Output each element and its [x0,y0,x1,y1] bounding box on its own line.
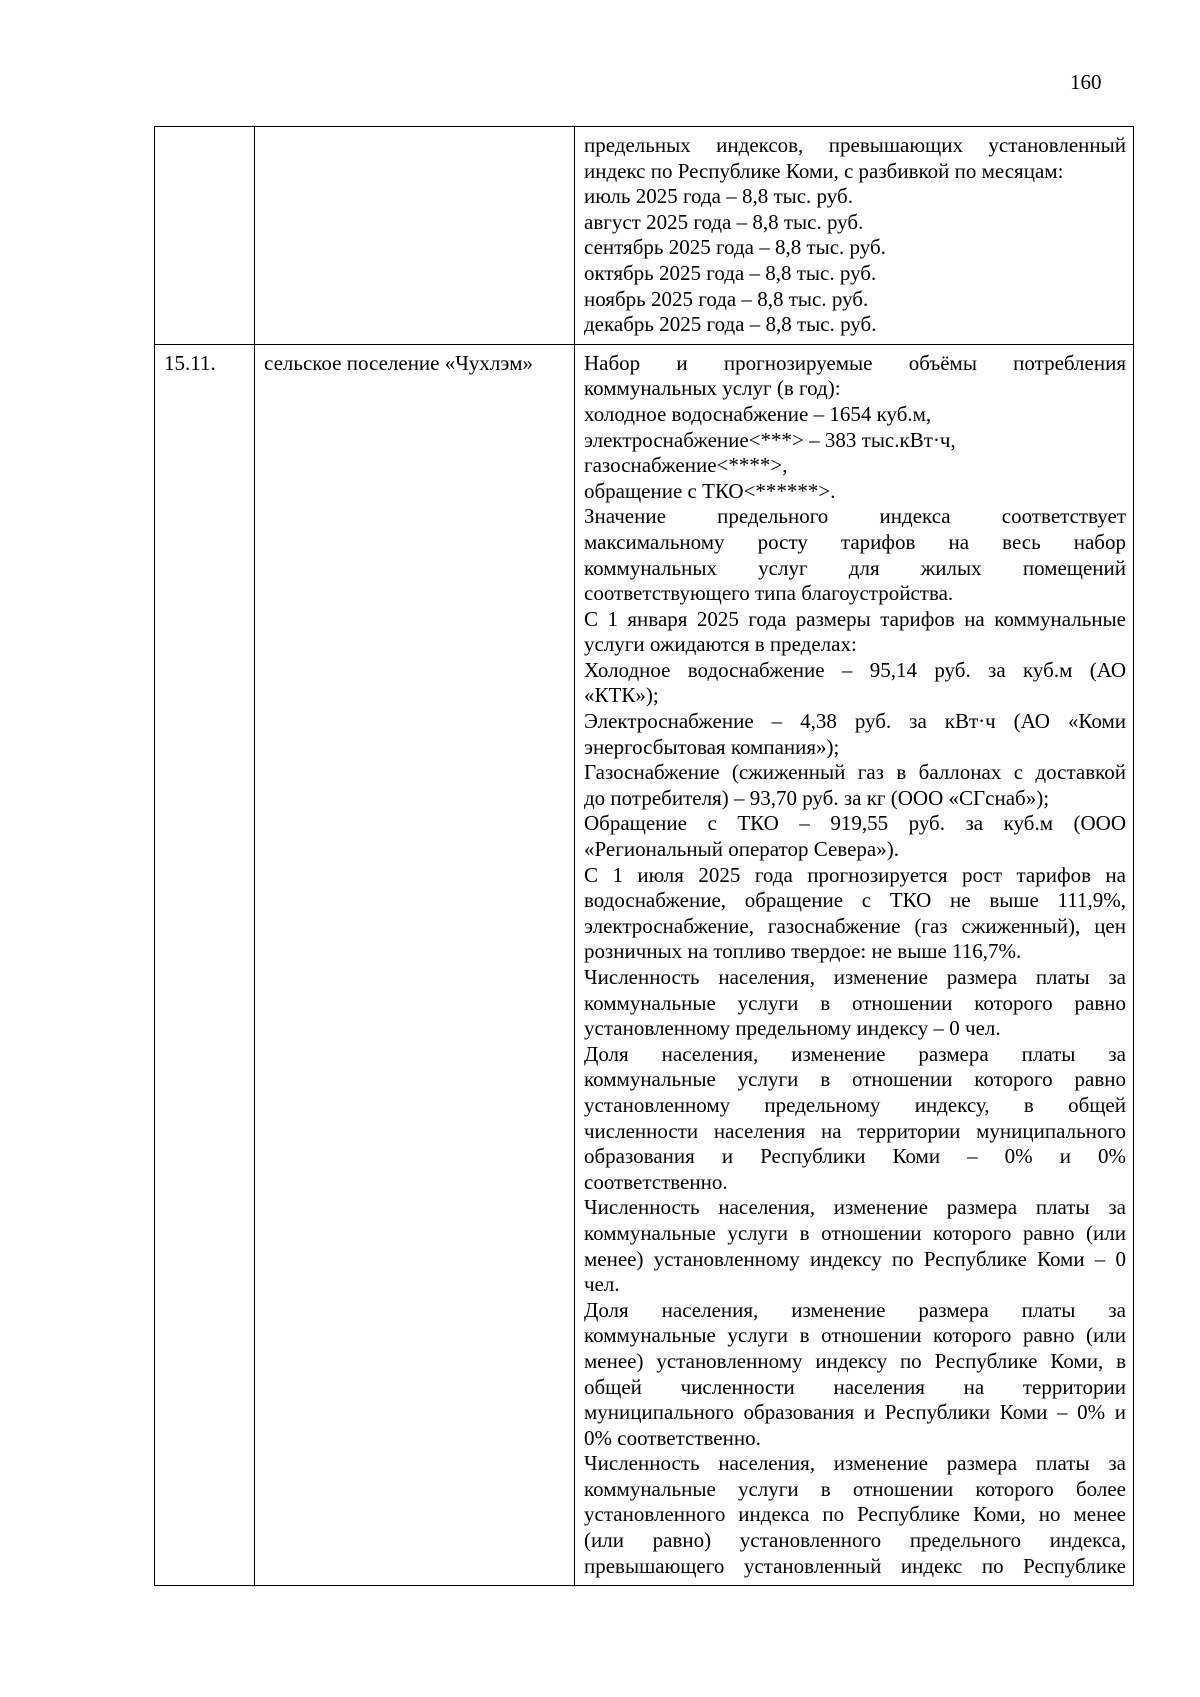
description-line: Доля населения, изменение размера платы за [584,1297,1126,1322]
description-line: август 2025 года – 8,8 тыс. руб. [584,209,864,234]
description-line: установленного индекса по Республике Коми, но менее [584,1502,1126,1527]
description-line: Численность населения, изменение размера платы за [584,965,1126,989]
description-line: электроснабжение, газоснабжение (газ сжиженный), цен [584,913,1126,938]
description-line: электроснабжение<***> – 383 тыс.кВт·ч, [584,427,956,452]
description-line: индекс по Республике Коми, с разбивкой по месяцам: [584,158,1064,183]
description-line: коммунальные услуги в отношении которого равно [584,1067,1126,1092]
description-line: коммунальные услуги в отношении которого равно [584,990,1126,1015]
description-line: Обращение с ТКО – 919,55 руб. за куб.м (ООО [584,811,1126,836]
description-line: 0% соответственно. [584,1425,761,1450]
description-line: октябрь 2025 года – 8,8 тыс. руб. [584,260,877,285]
description-line: Газоснабжение (сжиженный газ в баллонах с доставкой [584,760,1126,785]
description-line: водоснабжение, обращение с ТКО не выше 111,9%, [584,888,1126,913]
indices-table [154,126,1134,1586]
description-line: «КТК»); [584,683,659,708]
description-line: «Региональный оператор Севера»). [584,837,899,862]
description-line: энергосбытовая компания»); [584,734,840,759]
page-number: 160 [1070,70,1102,94]
description-line: коммунальных услуг для жилых помещений [584,555,1126,580]
municipality-name-cell: сельское поселение «Чухлэм» [255,344,575,1586]
description-line: установленному предельному индексу – 0 чел. [584,1016,1001,1041]
row-number-cell: 15.11. [155,344,255,1586]
description-line: июль 2025 года – 8,8 тыс. руб. [584,184,853,209]
description-line: декабрь 2025 года – 8,8 тыс. руб. [584,312,877,337]
description-line: до потребителя) – 93,70 руб. за кг (ООО «СГснаб»); [584,785,1050,810]
description-line: образования и Республики Коми – 0% и 0% [584,1144,1126,1169]
description-line: Электроснабжение – 4,38 руб. за кВт·ч (АО «Коми [584,709,1126,734]
description-line: (или равно) установленного предельного индекса, [584,1528,1126,1553]
row-number-cell [155,127,255,345]
description-line: коммунальные услуги в отношении которого равно (или [584,1220,1126,1245]
description-line: предельных индексов, превышающих установленный [584,133,1126,157]
description-line: менее) установленному индексу по Республике Коми, в [584,1348,1126,1373]
description-line: Значение предельного индекса соответствует [584,504,1126,529]
description-line: максимальному росту тарифов на весь набор [584,529,1126,554]
description-line: соответствующего типа благоустройства. [584,581,954,606]
description-line: менее) установленному индексу по Республике Коми – 0 [584,1246,1126,1271]
description-line: Холодное водоснабжение – 95,14 руб. за куб.м (АО [584,657,1126,682]
description-line: коммунальных услуг (в год): [584,376,841,401]
description-line: розничных на топливо твердое: не выше 116,7%. [584,939,1022,964]
description-cell [575,344,1134,1586]
description-line: муниципального образования и Республики Коми – 0% и [584,1400,1126,1425]
description-line: чел. [584,1272,620,1297]
table-row-15-11 [155,344,1134,1586]
description-line: Численность населения, изменение размера платы за [584,1195,1126,1220]
description-line: Численность населения, изменение размера платы за [584,1451,1126,1476]
description-line: сентябрь 2025 года – 8,8 тыс. руб. [584,235,886,260]
description-line: обращение с ТКО<******>. [584,478,836,503]
description-line: ноябрь 2025 года – 8,8 тыс. руб. [584,286,869,311]
description-line: С 1 июля 2025 года прогнозируется рост тарифов на [584,862,1126,887]
description-cell [575,127,1134,345]
municipality-name-cell [255,127,575,345]
description-line: С 1 января 2025 года размеры тарифов на коммунальные [584,606,1126,631]
description-line: численности населения на территории муниципального [584,1118,1126,1143]
description-line: Набор и прогнозируемые объёмы потребления [584,350,1126,375]
description-line: превышающего установленный индекс по Республике [584,1553,1126,1578]
description-line: коммунальные услуги в отношении которого более [584,1476,1126,1501]
description-line: газоснабжение<****>, [584,453,788,478]
description-line: соответственно. [584,1169,728,1194]
description-line: услуги ожидаются в пределах: [584,632,857,657]
description-line: общей численности населения на территории [584,1374,1126,1399]
description-line: установленному предельному индексу, в общей [584,1092,1126,1117]
description-line: холодное водоснабжение – 1654 куб.м, [584,401,932,426]
description-line: Доля населения, изменение размера платы за [584,1041,1126,1066]
description-line: коммунальные услуги в отношении которого равно (или [584,1323,1126,1348]
table-row-continued [155,127,1134,345]
